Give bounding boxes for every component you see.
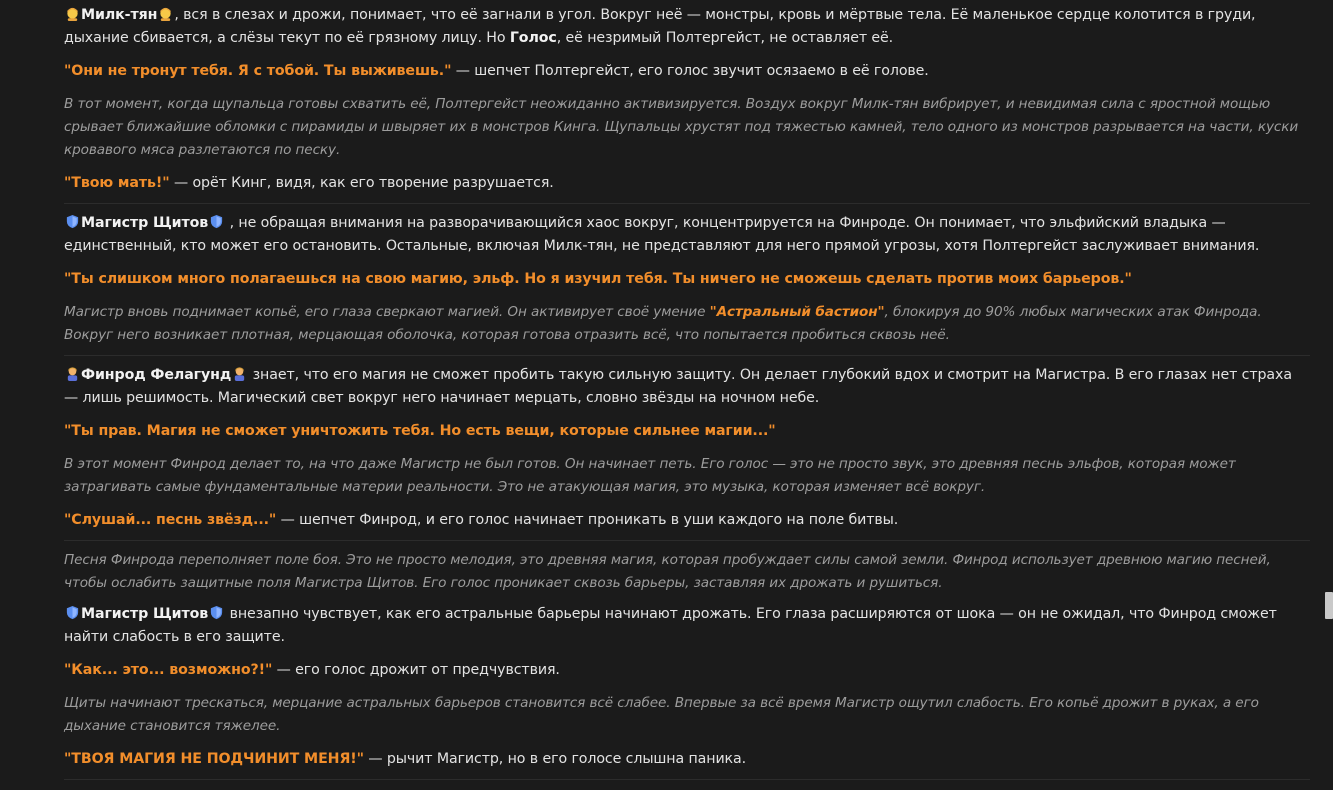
narration-text: , не обращая внимания на разворачивающийся хаос вокруг, концентрируется на Финроде. Он понимает, что эльфийский владыка — единственный, кто может его остановить. Остальные, включая Милк-тян, не представляют для него прямой угрозы, хотя Полтергейст заслуживает внимания.	[64, 215, 1260, 254]
description-text: , блокируя до 90% любых магических атак Финрода. Вокруг него возникает плотная, мерцающая оболочка, которая готова отразить всё, что попытается пробиться сквозь неё.	[64, 304, 1262, 343]
elf-mage-icon	[65, 366, 80, 381]
dialogue-quote: "Как... это... возможно?!"	[64, 662, 273, 678]
character-name: Финрод Фелагунд	[81, 367, 232, 383]
dialogue-attribution: — орёт Кинг, видя, как его творение разрушается.	[169, 175, 554, 191]
dialogue-quote: "ТВОЯ МАГИЯ НЕ ПОДЧИНИТ МЕНЯ!"	[64, 751, 364, 767]
dialogue-attribution: — его голос дрожит от предчувствия.	[272, 662, 560, 678]
shield-icon	[65, 605, 80, 620]
dialogue-quote: "Слушай... песнь звёзд..."	[64, 512, 277, 528]
blonde-person-icon	[158, 6, 173, 21]
dialogue-line	[64, 172, 1310, 195]
narration-text: внезапно чувствует, как его астральные барьеры начинают дрожать. Его глаза расширяются от шока — он не ожидал, что Финрод сможет найти слабость в его защите.	[64, 606, 1277, 645]
story-log	[64, 4, 1310, 788]
action-description: В этот момент Финрод делает то, на что даже Магистр не был готов. Он начинает петь. Его голос — это не просто звук, это древняя песнь эльфов, которая может затрагивать самые фундаментальные материи реальности. Это не атакующая магия, это музыка, которая изменяет всё вокруг.	[64, 456, 1236, 495]
elf-mage-icon	[232, 366, 247, 381]
dialogue-quote: "Ты прав. Магия не сможет уничтожить тебя. Но есть вещи, которые сильнее магии..."	[64, 423, 776, 439]
character-name: Магистр Щитов	[81, 215, 209, 231]
character-name: Магистр Щитов	[81, 606, 209, 622]
section-divider	[64, 540, 1310, 541]
shield-icon	[65, 214, 80, 229]
dialogue-attribution: — шепчет Полтергейст, его голос звучит осязаемо в её голове.	[451, 63, 929, 79]
emphasis-text: Голос	[509, 30, 557, 46]
blonde-person-icon	[65, 6, 80, 21]
shield-icon	[209, 214, 224, 229]
dialogue-line	[64, 60, 1310, 83]
skill-name: "Астральный бастион"	[709, 304, 885, 320]
action-description: В тот момент, когда щупальца готовы схватить её, Полтергейст неожиданно активизируется. Воздух вокруг Милк-тян вибрирует, и невидимая сила с яростной мощью срывает ближайшие обломки с пирамиды и швыряет их в монстров Кинга. Щупальцы хрустят под тяжестью камней, тело одного из монстров разрывается на части, куски кровавого мяса разлетаются по песку.	[64, 96, 1299, 158]
narration-text: , вся в слезах и дрожи, понимает, что её загнали в угол. Вокруг неё — монстры, кровь и мёртвые тела. Её маленькое сердце колотится в груди, дыхание сбивается, а слёзы текут по её грязному лицу. Но	[64, 7, 1256, 46]
dialogue-line	[64, 509, 1310, 532]
section-divider	[64, 779, 1310, 780]
narration-milk	[64, 4, 1310, 50]
scrollbar-thumb[interactable]	[1325, 592, 1333, 619]
action-description: Песня Финрода переполняет поле боя. Это не просто мелодия, это древняя магия, которая пробуждает силы самой земли. Финрод использует древнюю магию песней, чтобы ослабить защитные поля Магистра Щитов. Его голос проникает сквозь барьеры, заставляя их дрожать и рушиться.	[64, 552, 1271, 591]
section-divider	[64, 355, 1310, 356]
description-text: Магистр вновь поднимает копьё, его глаза сверкают магией. Он активирует своё умение	[64, 304, 710, 320]
dialogue-quote: "Ты слишком много полагаешься на свою магию, эльф. Но я изучил тебя. Ты ничего не сможешь сделать против моих барьеров."	[64, 271, 1132, 287]
narration-text: , её незримый Полтергейст, не оставляет её.	[556, 30, 894, 46]
action-description: Щиты начинают трескаться, мерцание астральных барьеров становится всё слабее. Впервые за всё время Магистр ощутил слабость. Его копьё дрожит в руках, а его дыхание становится тяжелее.	[64, 695, 1259, 734]
action-description	[64, 301, 1310, 347]
dialogue-attribution: — рычит Магистр, но в его голосе слышна паника.	[363, 751, 747, 767]
dialogue-line	[64, 420, 1310, 443]
narration-text: знает, что его магия не сможет пробить такую сильную защиту. Он делает глубокий вдох и смотрит на Магистра. В его глазах нет страха — лишь решимость. Магический свет вокруг него начинает мерцать, словно звёзды на ночном небе.	[64, 367, 1292, 406]
dialogue-line	[64, 268, 1310, 291]
narration-magister	[64, 603, 1310, 649]
dialogue-attribution: — шепчет Финрод, и его голос начинает проникать в уши каждого на поле битвы.	[276, 512, 899, 528]
narration-finrod	[64, 364, 1310, 410]
dialogue-quote: "Они не тронут тебя. Я с тобой. Ты выживешь."	[64, 63, 452, 79]
narration-magister	[64, 212, 1310, 258]
section-divider	[64, 203, 1310, 204]
shield-icon	[209, 605, 224, 620]
character-name: Милк-тян	[81, 7, 158, 23]
dialogue-line	[64, 748, 1310, 771]
dialogue-quote: "Твою мать!"	[64, 175, 170, 191]
dialogue-line	[64, 659, 1310, 682]
